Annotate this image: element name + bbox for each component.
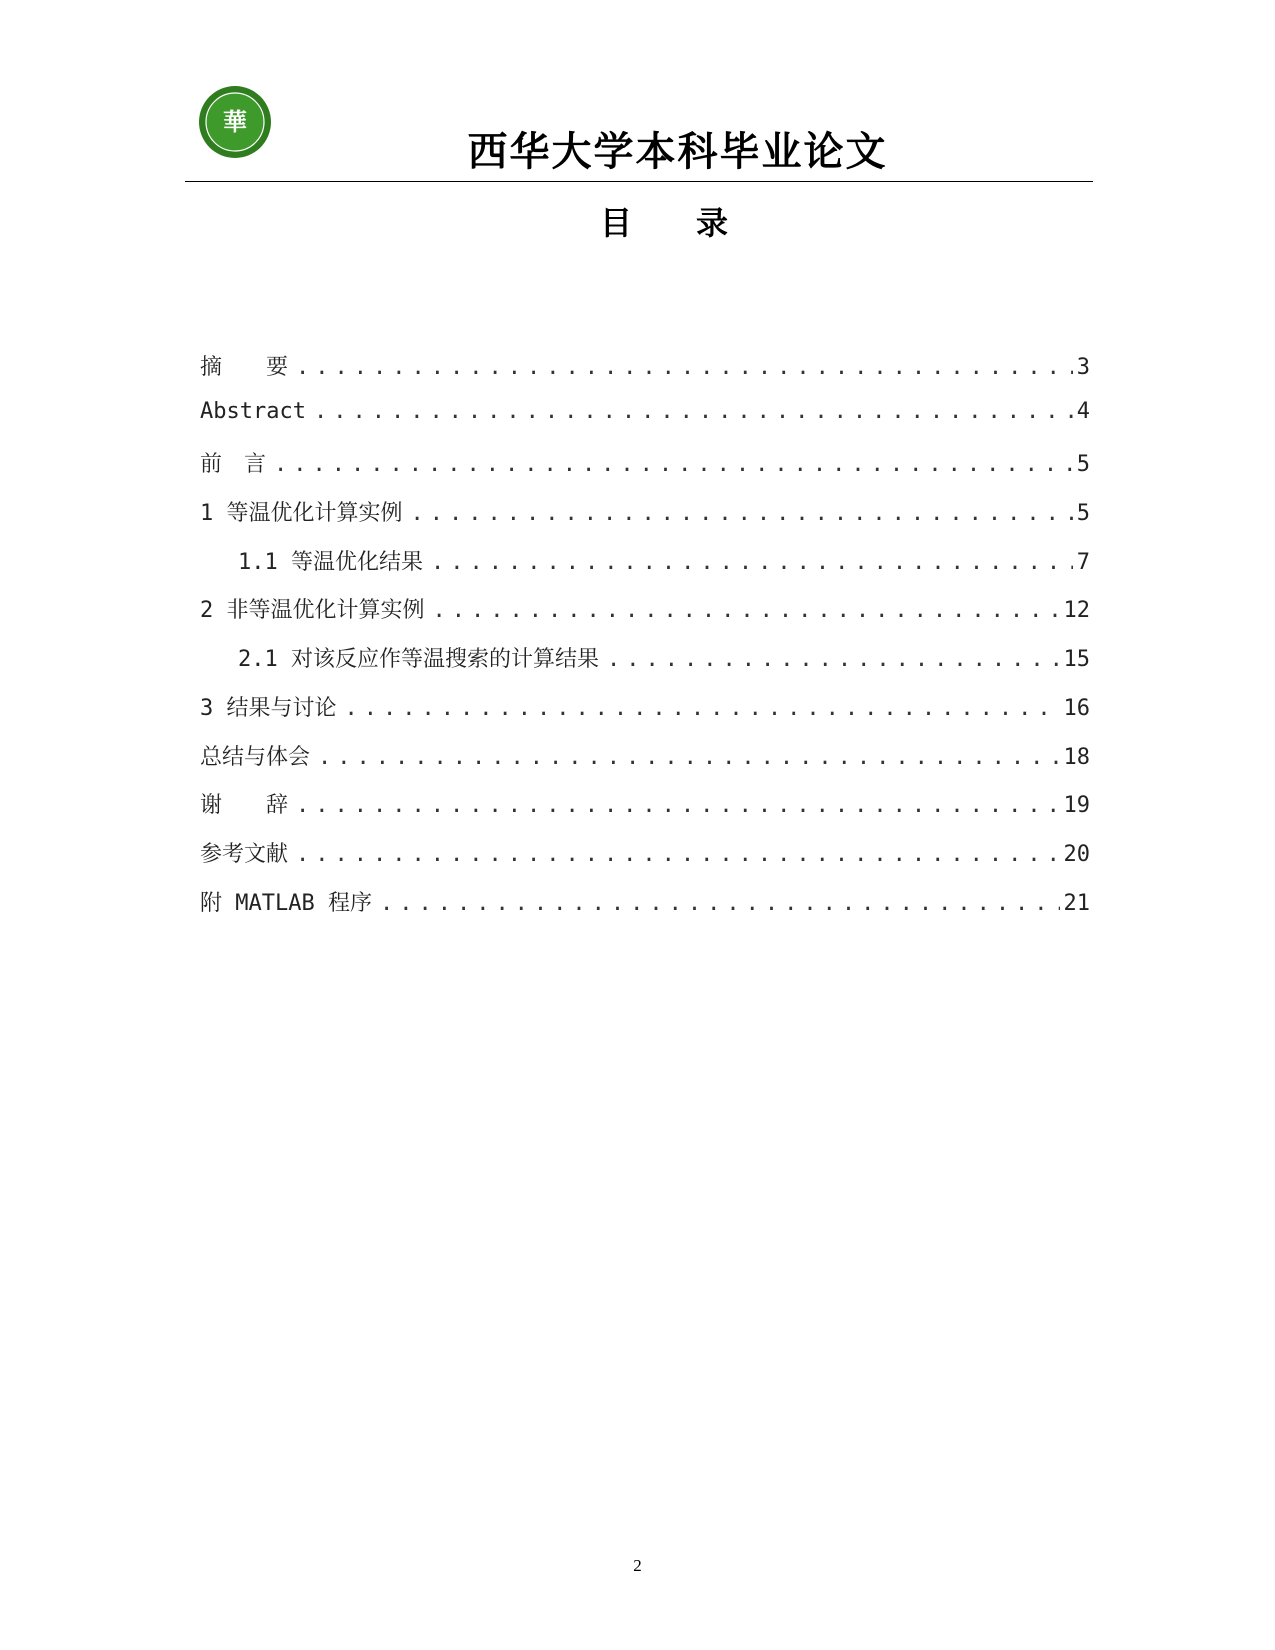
- toc-leader-dots: [607, 647, 1060, 672]
- header-divider: [185, 181, 1093, 182]
- toc-leader-dots: [318, 745, 1059, 770]
- toc-leader-dots: [296, 355, 1073, 380]
- toc-heading-left: 目: [600, 204, 633, 242]
- toc-heading: [600, 198, 728, 244]
- toc-entry[interactable]: [200, 788, 1090, 837]
- toc-entry-label: 摘 要: [200, 355, 289, 380]
- toc-entry[interactable]: [200, 886, 1090, 935]
- toc-entry-page: 5: [1076, 501, 1090, 527]
- toc-entry-label: 1 等温优化计算实例: [200, 501, 403, 527]
- header-title: 西华大学本科毕业论文: [467, 128, 888, 175]
- toc-entry-page: 3: [1076, 355, 1090, 380]
- page-number: 2: [633, 1556, 642, 1575]
- toc-entry-label: 2.1 对该反应作等温搜索的计算结果: [238, 647, 599, 673]
- toc-leader-dots: [274, 452, 1073, 477]
- toc-entry-page: 4: [1076, 398, 1090, 424]
- toc-leader-dots: [296, 842, 1059, 867]
- toc-entry-page: 5: [1076, 452, 1090, 478]
- toc-leader-dots: [314, 399, 1073, 424]
- toc-leader-dots: [431, 550, 1073, 575]
- toc-entry-label: 总结与体会: [200, 744, 311, 770]
- toc-entry[interactable]: [200, 837, 1090, 886]
- logo-emblem-text: 華: [223, 107, 247, 136]
- toc-entry-label: 2 非等温优化计算实例: [200, 598, 425, 624]
- toc-entry[interactable]: [200, 691, 1090, 740]
- toc-leader-dots: [296, 793, 1059, 818]
- toc-entry-page: 15: [1063, 647, 1090, 673]
- toc-entry[interactable]: [200, 399, 1090, 448]
- toc-entry-label: 前 言: [200, 452, 267, 478]
- toc-entry[interactable]: [200, 447, 1090, 496]
- toc-leader-dots: [433, 598, 1060, 623]
- toc-entry[interactable]: [200, 496, 1090, 545]
- toc-entry-page: 19: [1063, 793, 1090, 819]
- toc-entry-page: 21: [1063, 890, 1090, 916]
- table-of-contents: [200, 350, 1090, 934]
- toc-entry-page: 12: [1063, 598, 1090, 624]
- toc-leader-dots: [380, 891, 1060, 916]
- toc-entry-label: 1.1 等温优化结果: [238, 549, 423, 575]
- toc-entry-label: 谢 辞: [200, 793, 289, 819]
- toc-entry[interactable]: [200, 545, 1090, 594]
- toc-entry-label: 附 MATLAB 程序: [200, 890, 372, 916]
- toc-entry-label: 3 结果与讨论: [200, 695, 337, 721]
- toc-leader-dots: [411, 501, 1073, 526]
- toc-entry-page: 18: [1063, 744, 1090, 770]
- toc-entry[interactable]: [200, 642, 1090, 691]
- toc-entry[interactable]: [200, 350, 1090, 399]
- toc-entry-label: 参考文献: [200, 841, 289, 867]
- toc-entry[interactable]: [200, 740, 1090, 789]
- toc-leader-dots: [345, 696, 1060, 721]
- toc-entry-label: Abstract: [200, 398, 306, 424]
- toc-entry[interactable]: [200, 593, 1090, 642]
- toc-entry-page: 16: [1063, 695, 1090, 721]
- toc-heading-right: 录: [696, 204, 729, 242]
- toc-entry-page: 20: [1063, 841, 1090, 867]
- toc-entry-page: 7: [1076, 549, 1090, 575]
